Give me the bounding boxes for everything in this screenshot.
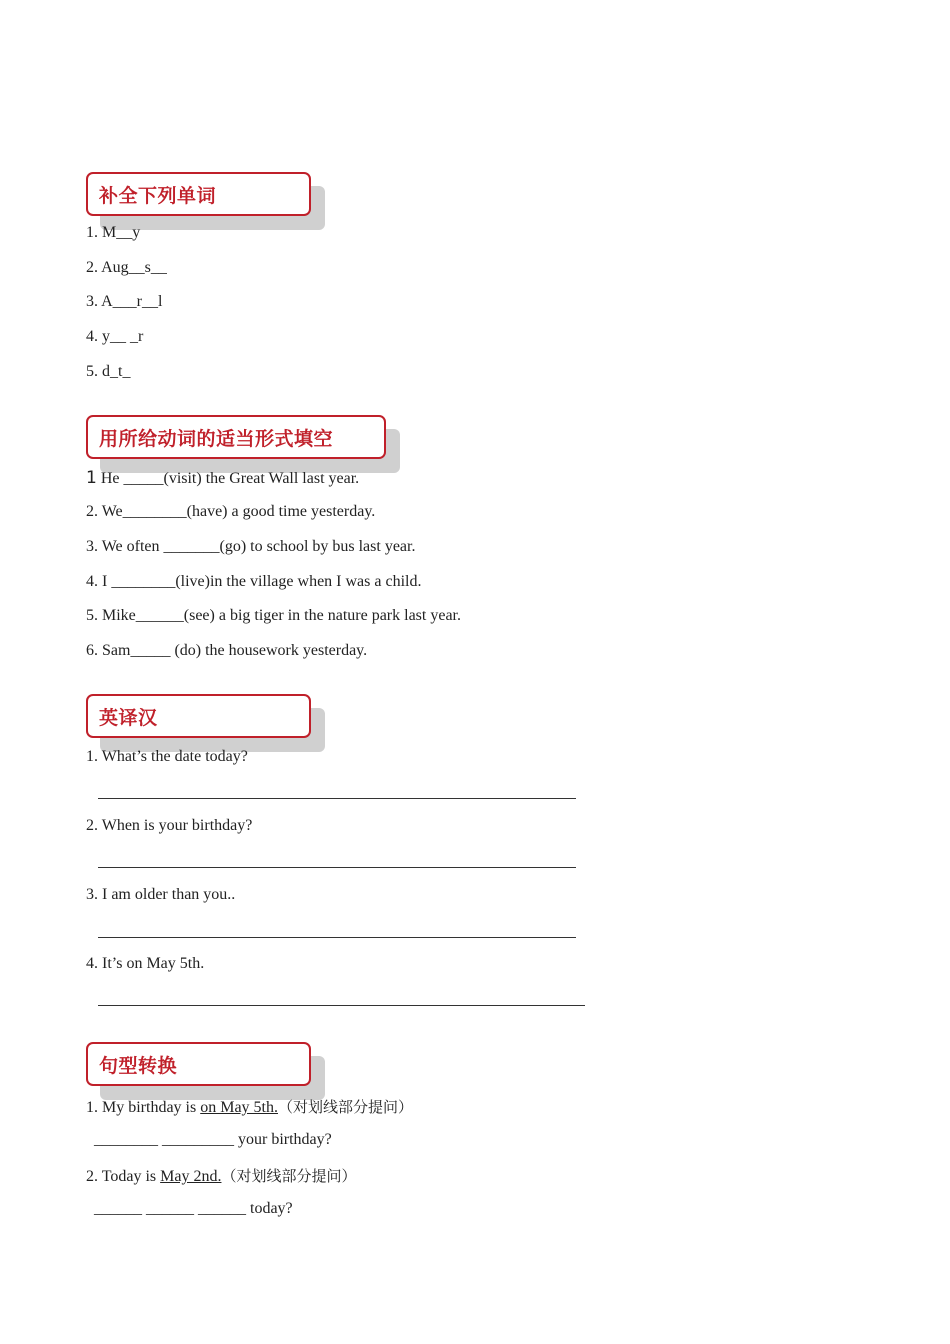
translate-item-2: 2. When is your birthday?: [86, 817, 253, 834]
instruction-note: （对划线部分提问）: [278, 1098, 414, 1116]
word-item-3: 3. A___r__l: [86, 293, 163, 310]
sentence-prefix: 1. My birthday is: [86, 1099, 201, 1116]
verb-item-6: 6. Sam_____ (do) the housework yesterday.: [86, 642, 368, 659]
transform-answer-2[interactable]: ______ ______ ______ today?: [94, 1200, 293, 1217]
section-header-fill-letters: [86, 172, 311, 216]
sentence-prefix: 2. Today is: [86, 1168, 161, 1185]
transform-item-2: [86, 1165, 356, 1186]
answer-line[interactable]: [98, 937, 576, 938]
translate-item-4: 4. It’s on May 5th.: [86, 955, 205, 972]
translate-item-1: 1. What’s the date today?: [86, 748, 248, 765]
answer-line[interactable]: [98, 867, 576, 868]
section-title: 英译汉: [99, 707, 158, 729]
section-header-sentence-transform: [86, 1042, 311, 1086]
verb-item-1: [86, 468, 359, 488]
section-header-verb-forms: [86, 415, 386, 459]
underlined-phrase: on May 5th.: [200, 1099, 278, 1116]
word-item-5: 5. d_t_: [86, 363, 131, 380]
verb-item-5: 5. Mike______(see) a big tiger in the nature park last year.: [86, 607, 461, 624]
section-title: 句型转换: [99, 1055, 178, 1077]
transform-answer-1[interactable]: ________ _________ your birthday?: [94, 1131, 332, 1148]
transform-item-1: [86, 1096, 413, 1117]
word-item-2: 2. Aug__s__: [86, 259, 167, 276]
verb-item-3: 3. We often _______(go) to school by bus last year.: [86, 538, 416, 555]
item-number: 1: [86, 468, 97, 488]
translate-item-3: 3. I am older than you..: [86, 886, 236, 903]
section-title: 补全下列单词: [99, 185, 217, 207]
word-item-1: 1. M__y: [86, 224, 141, 241]
instruction-note: （对划线部分提问）: [221, 1167, 357, 1185]
section-header-translate: [86, 694, 311, 738]
word-item-4: 4. y__ _r: [86, 328, 144, 345]
verb-item-2: 2. We________(have) a good time yesterday.: [86, 503, 376, 520]
underlined-phrase: May 2nd.: [160, 1168, 222, 1185]
section-title: 用所给动词的适当形式填空: [99, 428, 334, 450]
answer-line[interactable]: [98, 1005, 585, 1006]
item-text: He _____(visit) the Great Wall last year.: [96, 470, 360, 487]
answer-line[interactable]: [98, 798, 576, 799]
verb-item-4: 4. I ________(live)in the village when I was a child.: [86, 573, 422, 590]
